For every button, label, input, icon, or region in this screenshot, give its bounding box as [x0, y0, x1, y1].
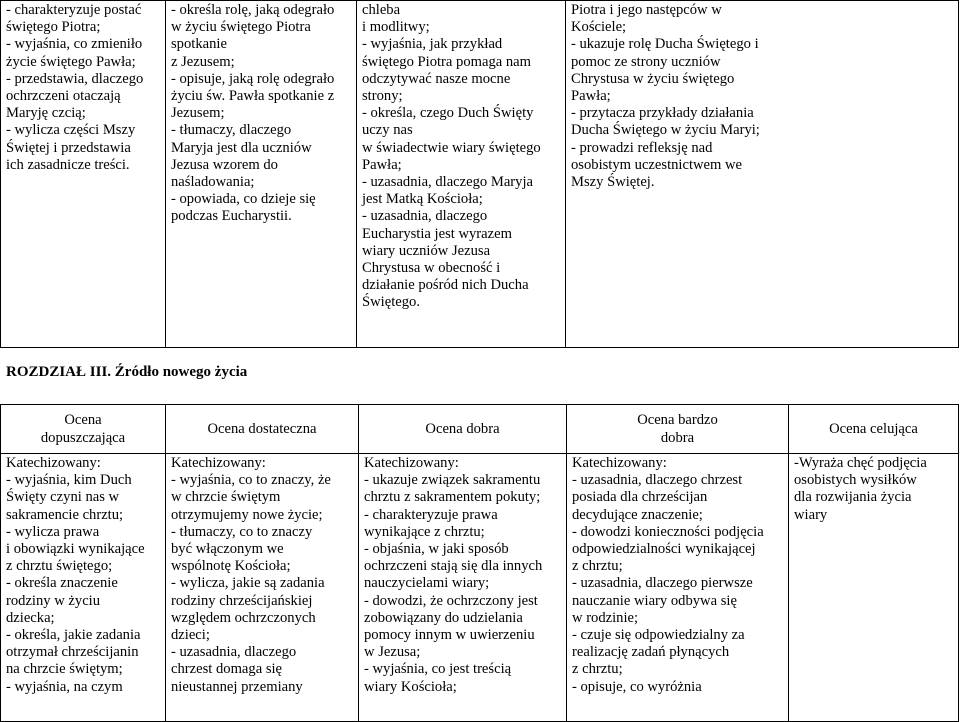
text-line: - wylicza prawa: [6, 523, 100, 540]
text-line: w rodzinie;: [572, 609, 639, 626]
text-line: nauczycielami wiary;: [364, 575, 490, 592]
text-line: uczy nas: [362, 122, 413, 139]
text-line: - określa znaczenie: [6, 575, 118, 592]
text-line: Jezusa wzorem do: [171, 156, 278, 173]
text-line: dziecka;: [6, 609, 55, 626]
text-line: względem ochrzczonych: [171, 609, 316, 626]
text-line: wiary Kościoła;: [364, 678, 457, 695]
cell-celujaca: [789, 454, 959, 722]
text-line: wynikające z chrztu;: [364, 523, 485, 540]
text-line: Pawła;: [571, 88, 611, 105]
text-line: chrzest domaga się: [171, 661, 283, 678]
text-line: w chrzcie świętym: [171, 489, 281, 506]
cell-dopuszczajaca: [1, 454, 166, 722]
text-line: chleba: [362, 2, 401, 18]
text-line: z chrztu;: [572, 661, 623, 678]
text-line: - przytacza przykłady działania: [571, 105, 754, 122]
text-line: - wyjaśnia, co jest treścią: [364, 661, 512, 678]
text-line: sakramencie chrztu;: [6, 506, 124, 523]
text-line: realizację zadań płynących: [572, 644, 730, 661]
text-line: Ducha Świętego w życiu Maryi;: [571, 122, 760, 139]
text-line: Chrystusa w życiu świętego: [571, 70, 735, 87]
text-line: dla rozwijania życia: [794, 489, 912, 506]
text-line: Mszy Świętej.: [571, 174, 655, 191]
text-line: - czuje się odpowiedzialny za: [572, 627, 745, 644]
text-line: Świętego.: [362, 294, 420, 311]
header-ocena-dostateczna: [166, 405, 359, 454]
text-line: - wylicza części Mszy: [6, 122, 136, 139]
text-line: - objaśnia, w jaki sposób: [364, 541, 509, 558]
text-line: strony;: [362, 88, 403, 105]
text-line: Święty czyni nas w: [6, 489, 120, 506]
text-line: - opowiada, co dzieje się: [171, 191, 316, 208]
text-line: - uzasadnia, dlaczego chrzest: [572, 472, 743, 489]
text-line: pomoc ze strony uczniów: [571, 53, 721, 70]
cell-bardzo-dobra: [567, 454, 789, 722]
text-line: nieustannej przemiany: [171, 678, 303, 695]
text-line: - uzasadnia, dlaczego pierwsze: [572, 575, 753, 592]
text-line: i obowiązki wynikające: [6, 541, 145, 558]
text-line: życiu św. Pawła spotkanie z: [171, 88, 335, 105]
text-line: chrztu z sakramentem pokuty;: [364, 489, 541, 506]
header-ocena-dopuszczajaca: [1, 405, 166, 454]
text-line: w życiu świętego Piotra: [171, 19, 311, 36]
text-line: Katechizowany:: [572, 455, 667, 471]
text-line: Świętej i przedstawia: [6, 139, 131, 156]
text-line: wiary: [794, 506, 828, 523]
text-line: zobowiązany do udzielania: [364, 609, 523, 626]
text-line: w świadectwie wiary świętego: [362, 139, 541, 156]
top-cell-col4: [566, 1, 959, 348]
top-cell-col3: [357, 1, 566, 348]
text-line: Maryję czcią;: [6, 105, 86, 122]
header-text: Ocena dostateczna: [207, 420, 317, 437]
text-line: - ukazuje rolę Ducha Świętego i: [571, 36, 759, 53]
header-ocena-dobra: [359, 405, 567, 454]
text-line: Eucharystia jest wyrazem: [362, 225, 512, 242]
text-line: - dowodzi, że ochrzczony jest: [364, 592, 538, 609]
text-line: rodziny chrześcijańskiej: [171, 592, 313, 609]
text-line: -Wyraża chęć podjęcia: [794, 455, 927, 471]
text-line: - charakteryzuje postać: [6, 2, 142, 18]
text-line: podczas Eucharystii.: [171, 208, 292, 225]
text-line: Piotra i jego następców w: [571, 2, 722, 18]
text-line: dzieci;: [171, 627, 210, 644]
header-text: Ocena dobra: [425, 420, 500, 437]
text-line: nauczanie wiary odbywa się: [572, 592, 737, 609]
text-line: Chrystusa w obecność i: [362, 260, 501, 277]
text-line: - wyjaśnia, kim Duch: [6, 472, 132, 489]
table-row: [1, 1, 959, 348]
grade-criteria-table: [0, 404, 959, 722]
text-line: z chrztu;: [572, 558, 623, 575]
text-line: jest Matką Kościoła;: [362, 191, 483, 208]
text-line: wspólnotę Kościoła;: [171, 558, 291, 575]
text-line: - opisuje, jaką rolę odegrało: [171, 70, 335, 87]
text-line: ich zasadnicze treści.: [6, 156, 130, 173]
top-cell-col1: [1, 1, 166, 348]
text-line: - tłumaczy, co to znaczy: [171, 523, 313, 540]
text-line: Katechizowany:: [171, 455, 266, 471]
header-ocena-bardzo-dobra: [567, 405, 789, 454]
text-line: - uzasadnia, dlaczego: [362, 208, 488, 225]
text-line: Jezusem;: [171, 105, 225, 122]
text-line: życie świętego Pawła;: [6, 53, 136, 70]
text-line: świętego Piotra;: [6, 19, 101, 36]
text-line: działanie pośród nich Ducha: [362, 277, 529, 294]
text-line: z chrztu świętego;: [6, 558, 113, 575]
text-line: rodziny w życiu: [6, 592, 101, 609]
top-criteria-table: [0, 0, 959, 348]
text-line: Kościele;: [571, 19, 627, 36]
text-line: z Jezusem;: [171, 53, 235, 70]
text-line: odczytywać nasze mocne: [362, 70, 511, 87]
header-text: Ocena bardzo: [637, 412, 718, 429]
text-line: posiada dla chrześcijan: [572, 489, 708, 506]
header-text: Ocena: [64, 412, 102, 429]
text-line: - wyjaśnia, co to znaczy, że: [171, 472, 331, 489]
text-line: - dowodzi konieczności podjęcia: [572, 523, 764, 540]
text-line: - prowadzi refleksję nad: [571, 139, 713, 156]
text-line: odpowiedzialności wynikającej: [572, 541, 756, 558]
text-line: - wyjaśnia, na czym: [6, 678, 123, 695]
text-line: Maryja jest dla uczniów: [171, 139, 312, 156]
text-line: spotkanie: [171, 36, 227, 53]
text-line: osobistym uczestnictwem we: [571, 156, 743, 173]
cell-dobra: [359, 454, 567, 722]
text-line: - tłumaczy, dlaczego: [171, 122, 292, 139]
text-line: - wyjaśnia, co zmieniło: [6, 36, 143, 53]
text-line: - przedstawia, dlaczego: [6, 70, 144, 87]
text-line: na chrzcie świętym;: [6, 661, 123, 678]
text-line: - określa rolę, jaką odegrało: [171, 2, 335, 18]
text-line: naśladowania;: [171, 174, 255, 191]
text-line: być włączonym we: [171, 541, 284, 558]
text-line: - określa, jakie zadania: [6, 627, 141, 644]
text-line: - wylicza, jakie są zadania: [171, 575, 325, 592]
text-line: - charakteryzuje prawa: [364, 506, 498, 523]
text-line: ochrzczeni stają się dla innych: [364, 558, 543, 575]
header-text: dobra: [660, 429, 695, 446]
header-row: [1, 405, 959, 454]
text-line: decydujące znaczenie;: [572, 506, 703, 523]
text-line: i modlitwy;: [362, 19, 430, 36]
top-cell-col2: [166, 1, 357, 348]
text-line: osobistych wysiłków: [794, 472, 917, 489]
text-line: ochrzczeni otaczają: [6, 88, 121, 105]
cell-dostateczna: [166, 454, 359, 722]
text-line: - opisuje, co wyróżnia: [572, 678, 702, 695]
text-line: Katechizowany:: [6, 455, 101, 471]
text-line: w Jezusa;: [364, 644, 421, 661]
text-line: otrzymał chrześcijanin: [6, 644, 139, 661]
text-line: - uzasadnia, dlaczego Maryja: [362, 174, 533, 191]
text-line: - ukazuje związek sakramentu: [364, 472, 541, 489]
text-line: - wyjaśnia, jak przykład: [362, 36, 503, 53]
text-line: - uzasadnia, dlaczego: [171, 644, 297, 661]
text-line: wiary uczniów Jezusa: [362, 242, 491, 259]
header-text: Ocena celująca: [829, 420, 918, 437]
text-line: Pawła;: [362, 156, 402, 173]
header-ocena-celujaca: [789, 405, 959, 454]
table-row: [1, 454, 959, 722]
text-line: Katechizowany:: [364, 455, 459, 471]
section-heading: ROZDZIAŁ III. Źródło nowego życia: [6, 364, 248, 380]
header-text: dopuszczająca: [40, 429, 126, 446]
text-line: świętego Piotra pomaga nam: [362, 53, 532, 70]
text-line: - określa, czego Duch Święty: [362, 105, 534, 122]
text-line: pomocy innym w uwierzeniu: [364, 627, 535, 644]
text-line: otrzymujemy nowe życie;: [171, 506, 323, 523]
